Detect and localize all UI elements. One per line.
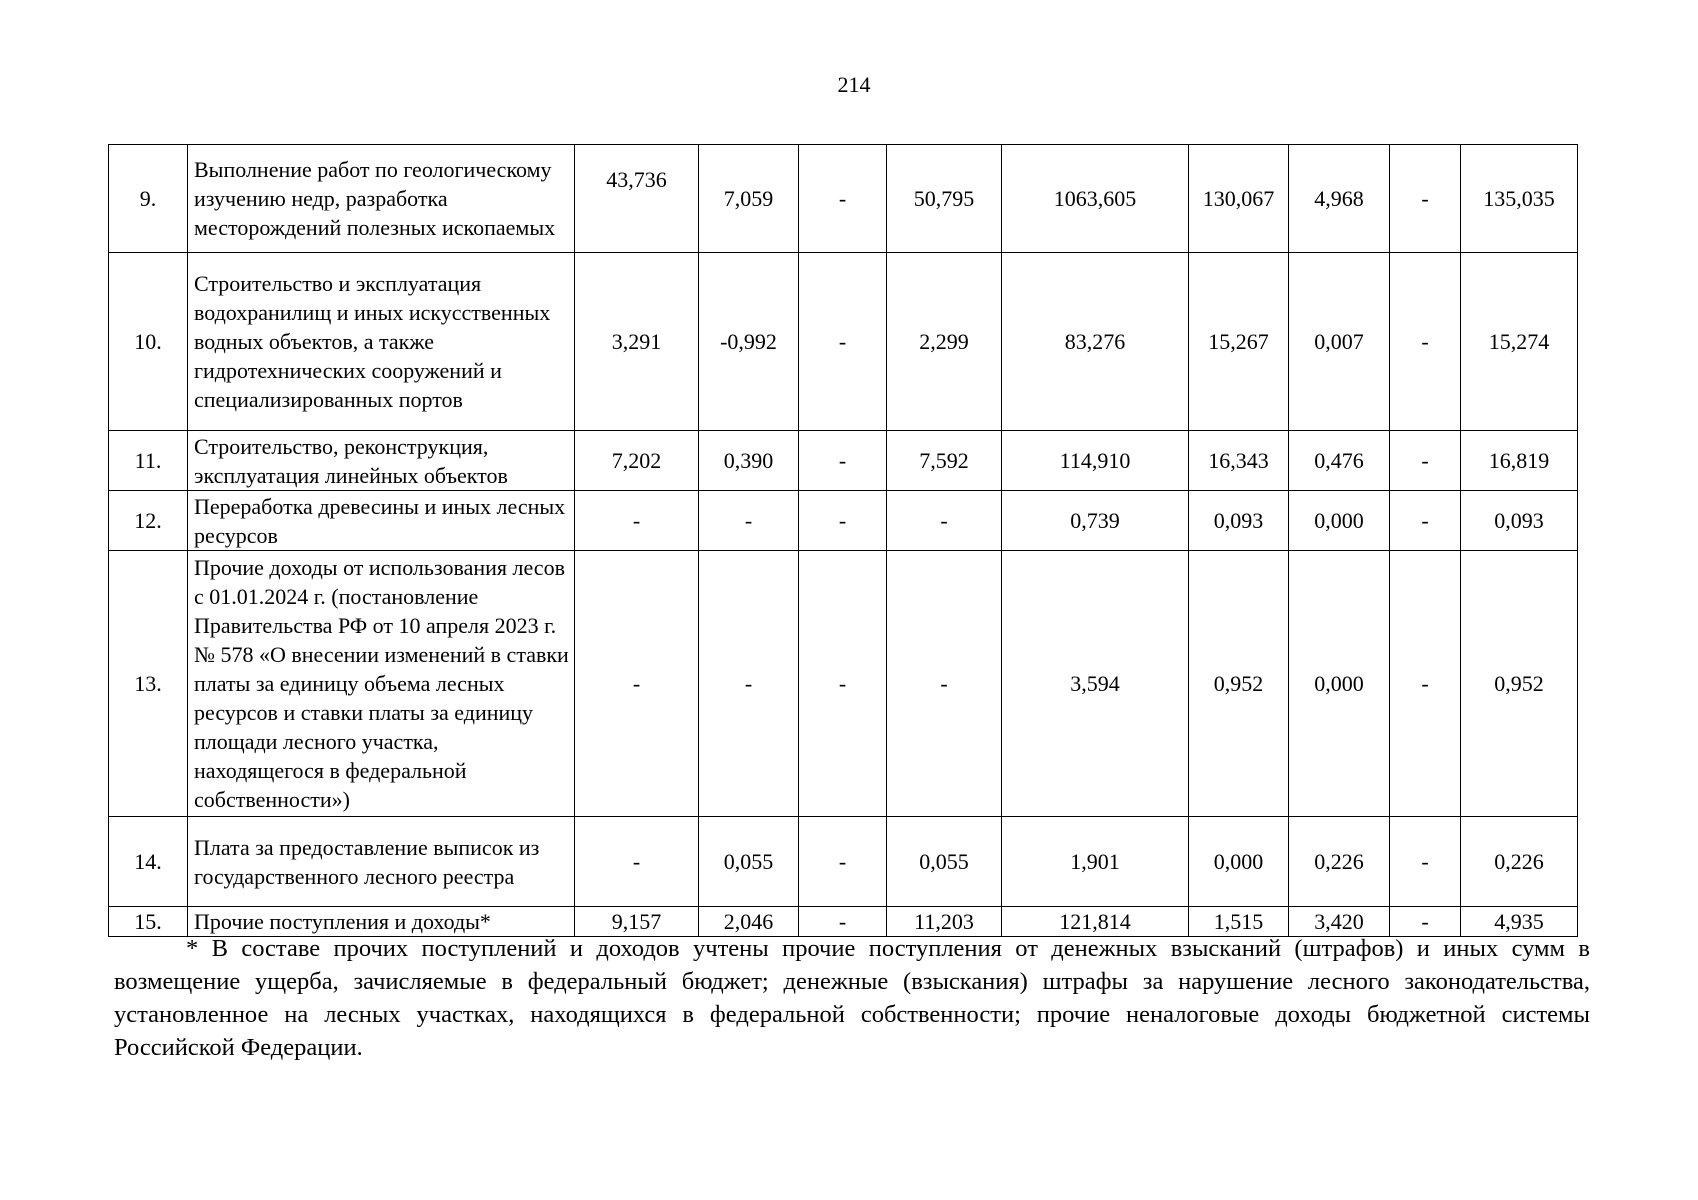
table-row xyxy=(109,817,1578,907)
row-number: 14. xyxy=(109,817,188,907)
table-cell: - xyxy=(799,491,887,551)
table-cell: - xyxy=(887,551,1002,817)
table-cell: - xyxy=(1390,817,1461,907)
row-description: Переработка древесины и иных лесных ресурсов xyxy=(188,491,575,551)
table-cell: 0,055 xyxy=(887,817,1002,907)
table-cell: 130,067 xyxy=(1189,145,1289,253)
table-cell: - xyxy=(575,817,699,907)
row-description: Прочие доходы от использования лесов с 01.01.2024 г. (постановление Правительства РФ от 10 апреля 2023 г. № 578 «О внесении изменений в ставки платы за единицу объема лесных ресурсов и ставки платы за единицу площади лесного участка, находящегося в федеральной собственности») xyxy=(188,551,575,817)
table-cell: -0,992 xyxy=(699,253,799,431)
table-cell: 3,594 xyxy=(1002,551,1189,817)
table-cell: 1063,605 xyxy=(1002,145,1189,253)
table-cell: - xyxy=(699,491,799,551)
row-description: Строительство, реконструкция, эксплуатация линейных объектов xyxy=(188,431,575,491)
row-number: 9. xyxy=(109,145,188,253)
table-cell: - xyxy=(575,551,699,817)
table-cell: 0,739 xyxy=(1002,491,1189,551)
table-cell: 3,291 xyxy=(575,253,699,431)
table-cell: - xyxy=(799,907,887,937)
table-cell: 15,267 xyxy=(1189,253,1289,431)
table-cell: 0,000 xyxy=(1189,817,1289,907)
table-cell: 135,035 xyxy=(1461,145,1578,253)
table-row xyxy=(109,491,1578,551)
page-number: 214 xyxy=(837,72,871,97)
table-row xyxy=(109,551,1578,817)
table-cell: 43,736 xyxy=(575,145,699,253)
table-row xyxy=(109,145,1578,253)
table-cell: 83,276 xyxy=(1002,253,1189,431)
table-cell: 1,515 xyxy=(1189,907,1289,937)
table-cell: - xyxy=(575,491,699,551)
table-cell: 9,157 xyxy=(575,907,699,937)
row-description: Плата за предоставление выписок из государственного лесного реестра xyxy=(188,817,575,907)
table-cell: - xyxy=(799,817,887,907)
table-cell: 2,299 xyxy=(887,253,1002,431)
row-number: 13. xyxy=(109,551,188,817)
table-cell: 0,226 xyxy=(1461,817,1578,907)
table-cell: 50,795 xyxy=(887,145,1002,253)
footnote: * В составе прочих поступлений и доходов учтены прочие поступления от денежных взысканий (штрафов) и иных сумм в возмещение ущерба, зачисляемые в федеральный бюджет; денежные (взыскания) штрафы за нарушение лесного законодательства, установленное на лесных участках, находящихся в федеральной собственности; прочие неналоговые доходы бюджетной системы Российской Федерации. xyxy=(114,935,1590,1061)
table-cell: 7,592 xyxy=(887,431,1002,491)
table-cell: 1,901 xyxy=(1002,817,1189,907)
table-cell: 3,420 xyxy=(1289,907,1390,937)
table-cell: 0,952 xyxy=(1189,551,1289,817)
table-cell: 0,476 xyxy=(1289,431,1390,491)
table-cell: 11,203 xyxy=(887,907,1002,937)
table-cell: 0,007 xyxy=(1289,253,1390,431)
table-cell: - xyxy=(1390,907,1461,937)
table-cell: - xyxy=(799,253,887,431)
table-cell: 0,000 xyxy=(1289,491,1390,551)
table-cell: 2,046 xyxy=(699,907,799,937)
table-cell: - xyxy=(799,145,887,253)
table-cell: - xyxy=(1390,431,1461,491)
table-cell: - xyxy=(1390,551,1461,817)
row-description: Выполнение работ по геологическому изучению недр, разработка месторождений полезных ископаемых xyxy=(188,145,575,253)
row-number: 12. xyxy=(109,491,188,551)
revenue-table xyxy=(108,144,1578,937)
table-cell: 15,274 xyxy=(1461,253,1578,431)
table-row xyxy=(109,253,1578,431)
table-cell: 7,202 xyxy=(575,431,699,491)
row-number: 10. xyxy=(109,253,188,431)
table-cell: - xyxy=(1390,253,1461,431)
table-cell: - xyxy=(699,551,799,817)
table-cell: 0,390 xyxy=(699,431,799,491)
table-cell: - xyxy=(799,431,887,491)
table-cell: 0,055 xyxy=(699,817,799,907)
table-cell: 0,000 xyxy=(1289,551,1390,817)
table-cell: 0,952 xyxy=(1461,551,1578,817)
table-cell: 121,814 xyxy=(1002,907,1189,937)
table-cell: - xyxy=(1390,491,1461,551)
row-number: 11. xyxy=(109,431,188,491)
table-cell: 4,935 xyxy=(1461,907,1578,937)
row-description: Строительство и эксплуатация водохранилищ и иных искусственных водных объектов, а также гидротехнических сооружений и специализированных портов xyxy=(188,253,575,431)
table-cell: 0,226 xyxy=(1289,817,1390,907)
table-cell: 0,093 xyxy=(1189,491,1289,551)
table-cell: - xyxy=(799,551,887,817)
table-cell: 16,819 xyxy=(1461,431,1578,491)
row-description: Прочие поступления и доходы* xyxy=(188,907,575,937)
table-cell: 7,059 xyxy=(699,145,799,253)
table-row xyxy=(109,431,1578,491)
table-cell: - xyxy=(887,491,1002,551)
table-cell: 0,093 xyxy=(1461,491,1578,551)
table-cell: 16,343 xyxy=(1189,431,1289,491)
table-cell: - xyxy=(1390,145,1461,253)
row-number: 15. xyxy=(109,907,188,937)
table-cell: 4,968 xyxy=(1289,145,1390,253)
table-cell: 114,910 xyxy=(1002,431,1189,491)
